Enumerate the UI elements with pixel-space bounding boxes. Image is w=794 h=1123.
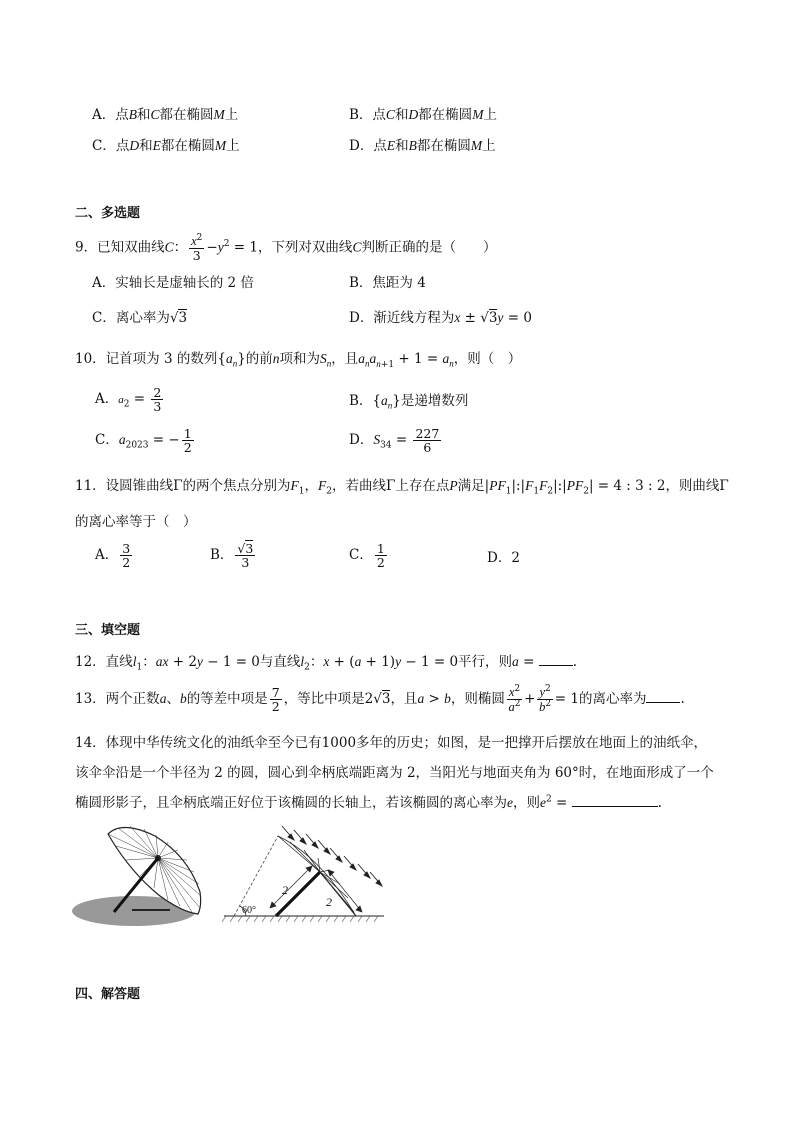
q14-line3: 椭圆形影子，且伞柄底端正好位于该椭圆的长轴上，若该椭圆的离心率为e，则$e^2$ = .: [75, 794, 662, 811]
q10-stem: 10．记首项为 3 的数列$\{a_n\}$的前n项和为$S_n$，且$a_na_{n+1} + 1 = a_n$，则（ ）: [75, 351, 522, 370]
q13-answer-blank[interactable]: [646, 690, 680, 703]
q8-option-d: D．点E和B都在椭圆M上: [349, 138, 496, 154]
q11-stem: 11．设圆锥曲线Γ的两个焦点分别为$F_1$，$F_2$，若曲线Γ上存在点P满足$|PF_1|:|F_1F_2|:|PF_2| = 4$ : 3 : 2，则曲线Γ: [75, 478, 729, 497]
q11-option-c: C． $\frac{1}{2}$: [349, 540, 385, 570]
section-heading-fill-in: 三、填空题: [75, 623, 141, 638]
q9-stem: 9．已知双曲线C： $\frac{x^2}{3}$ $-y^2 = 1$，下列对双曲线C判断正确的是（ ）: [75, 232, 497, 264]
radius-segment: [320, 872, 356, 916]
q10-option-a: A．$a_2$ = $\frac{2}{3}$: [95, 384, 162, 414]
q9-option-b: B．焦距为 4: [349, 275, 426, 291]
radius-length-label: 2: [326, 895, 332, 909]
sunlight-arrows: [282, 826, 382, 886]
q14-line1: 14．体现中华传统文化的油纸伞至今已有1000多年的历史；如图，是一把撑开后摆放在地面上的油纸伞，: [75, 735, 708, 751]
q11-stem-line2: 的离心率等于（ ）: [75, 514, 197, 530]
ground-hatching: [222, 916, 378, 922]
q10-option-d: D．$S_{34}$ = $\frac{227}{6}$: [349, 425, 440, 455]
umbrella-geometry-diagram: [220, 820, 392, 928]
q8-option-b: B．点C和D都在椭圆M上: [349, 107, 497, 123]
q8-option-c: C．点D和E都在椭圆M上: [92, 138, 240, 154]
q9-option-d: D．渐近线方程为x ± √3y = 0: [349, 310, 532, 326]
dimension-arrow-radius: [328, 870, 362, 912]
q14-line2: 该伞伞沿是一个半径为 2 的圆，圆心到伞柄底端距离为 2，当阳光与地面夹角为 60°时，在地面形成了一个: [75, 765, 714, 781]
q13-stem: 13．两个正数a、b的等差中项是 $\frac{7}{2}$ ，等比中项是2√3，且a > b，则椭圆 $\frac{x^2}{a^2}$ + $\frac{y^2}{b^2}$ = 1的离心率为 .: [75, 683, 685, 715]
q9-option-c: C．离心率为√3: [92, 310, 188, 326]
q12-stem: 12．直线$l_1$：ax + 2y − 1 = 0与直线$l_2$：x + (a + 1)y − 1 = 0平行，则a = .: [75, 654, 577, 673]
q12-answer-blank[interactable]: [539, 653, 573, 666]
q9-option-a: A．实轴长是虚轴长的 2 倍: [92, 275, 254, 291]
q11-option-d: D．2: [487, 550, 520, 566]
q11-option-a: A． $\frac{3}{2}$: [95, 540, 131, 570]
umbrella-illustration: [70, 820, 210, 928]
handle-length-label: 2: [282, 883, 288, 897]
q8-option-a: A．点B和C都在椭圆M上: [92, 107, 239, 123]
q10-option-b: B．$\{a_n\}$是递增数列: [349, 393, 469, 411]
section-heading-multiple-choice: 二、多选题: [75, 206, 141, 221]
section-heading-answers: 四、解答题: [75, 987, 141, 1002]
angle-label: 60°: [242, 905, 256, 916]
q10-option-c: C．$a_{2023}$ = − $\frac{1}{2}$: [95, 425, 192, 455]
q11-option-b: B． $\frac{√3}{3}$: [210, 540, 254, 570]
q14-answer-blank[interactable]: [572, 794, 658, 807]
